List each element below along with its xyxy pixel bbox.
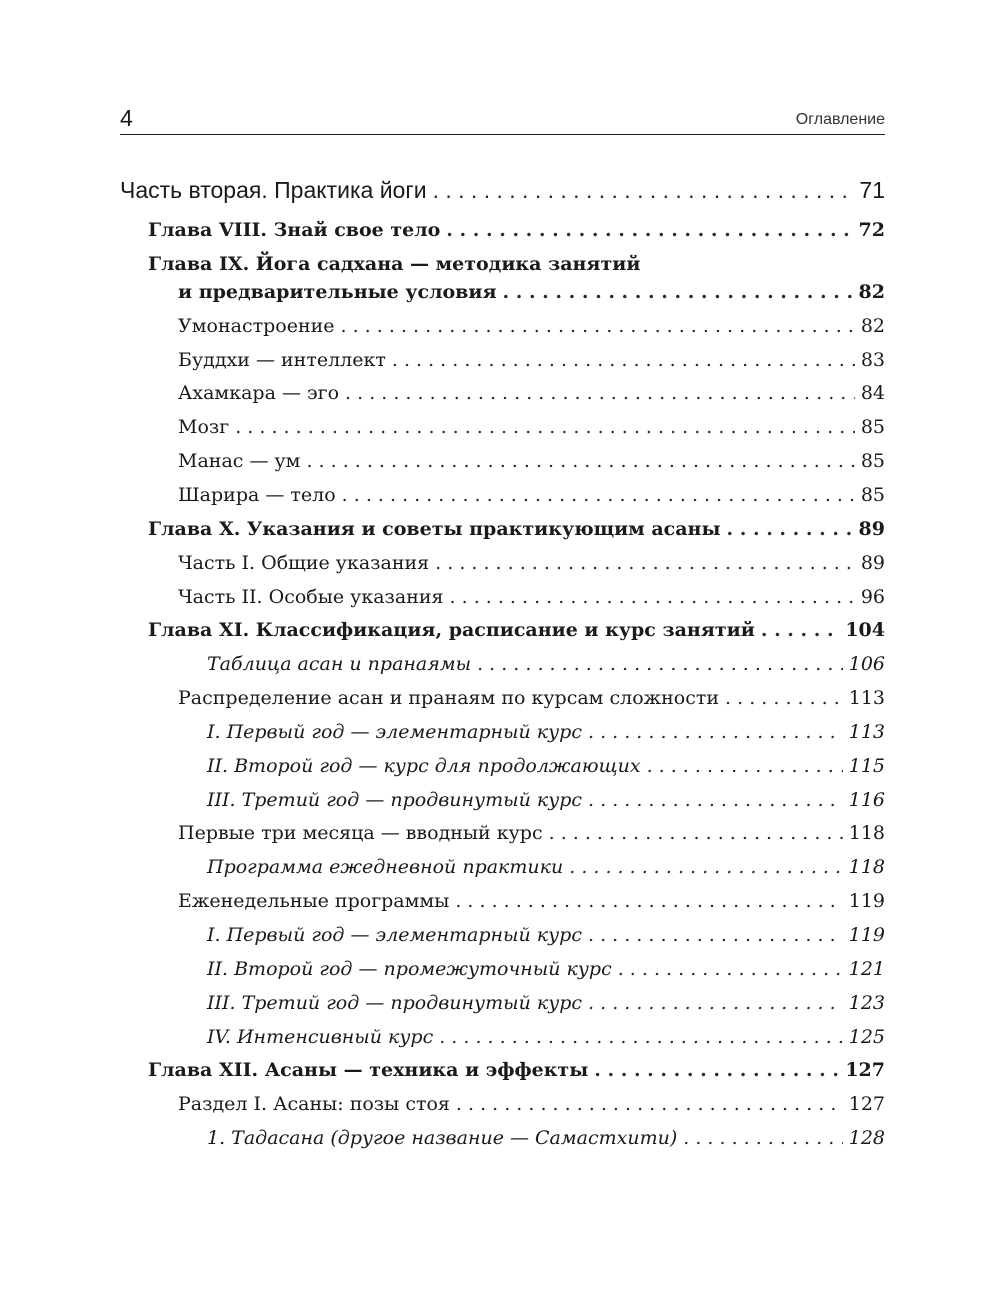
toc-entry-page: 121 (848, 958, 885, 980)
toc-entry-title: Часть вторая. Практика йоги (120, 177, 427, 203)
toc-entry-title: II. Второй год — курс для продолжающих (207, 755, 641, 777)
dot-leader (446, 218, 852, 242)
dot-leader (502, 280, 852, 304)
toc-entry[interactable] (207, 1025, 885, 1049)
toc-entry-page: 128 (848, 1127, 885, 1149)
toc-entry[interactable] (178, 449, 885, 473)
dot-leader (456, 1092, 843, 1116)
toc-entry-title: Глава XII. Асаны — техника и эффекты (148, 1059, 589, 1081)
toc-entry-page: 71 (859, 177, 885, 203)
toc-entry-title: I. Первый год — элементарный курс (207, 924, 582, 946)
dot-leader (341, 314, 855, 338)
toc-entry-title: III. Третий год — продвинутый курс (207, 789, 583, 811)
toc-entry-title: IV. Интенсивный курс (207, 1026, 434, 1048)
toc-entry[interactable] (207, 652, 885, 676)
toc-entry[interactable] (207, 1126, 885, 1150)
dot-leader (392, 348, 855, 372)
dot-leader (477, 652, 843, 676)
toc-entry-title: Программа ежедневной практики (207, 856, 564, 878)
toc-entry-chapter-9[interactable] (178, 280, 885, 304)
toc-entry-page: 127 (848, 1093, 885, 1115)
dot-leader (450, 585, 855, 609)
toc-entry[interactable] (178, 585, 885, 609)
toc-entry-page: 83 (860, 349, 885, 371)
toc-entry-page: 119 (848, 924, 885, 946)
toc-entry-title: 1. Тадасана (другое название — Самастхити) (207, 1127, 678, 1149)
toc-entry-title: Мозг (178, 416, 230, 438)
toc-entry-page: 84 (860, 382, 885, 404)
toc-entry-title: II. Второй год — промежуточный курс (207, 958, 612, 980)
running-title: Оглавление (795, 111, 885, 128)
dot-leader (761, 618, 839, 642)
toc-entry[interactable] (207, 788, 885, 812)
toc-entry[interactable] (178, 348, 885, 372)
toc-entry-chapter-8[interactable] (148, 218, 885, 242)
toc-entry[interactable] (178, 415, 885, 439)
toc-entry-page: 96 (860, 586, 885, 608)
toc-entry-title: Часть I. Общие указания (178, 552, 430, 574)
toc-entry-page: 72 (858, 219, 885, 241)
toc-entry-title: Ахамкара — эго (178, 382, 340, 404)
toc-entry-chapter-11[interactable] (148, 618, 885, 642)
toc-entry-title: III. Третий год — продвинутый курс (207, 992, 583, 1014)
dot-leader (588, 991, 843, 1015)
dot-leader (435, 551, 855, 575)
dot-leader (647, 754, 843, 778)
toc-entry-page: 113 (848, 687, 885, 709)
dot-leader (594, 1058, 839, 1082)
dot-leader (342, 483, 855, 507)
dot-leader (618, 957, 843, 981)
dot-leader (725, 686, 843, 710)
toc-entry[interactable] (207, 720, 885, 744)
dot-leader (439, 1025, 843, 1049)
toc-entry-page: 116 (848, 789, 885, 811)
toc-entry-title: Буддхи — интеллект (178, 349, 386, 371)
toc-entry-title: Глава VIII. Знай свое тело (148, 219, 441, 241)
toc-entry-title: Часть II. Особые указания (178, 586, 444, 608)
toc-entry-page: 82 (858, 281, 885, 303)
toc-entry-title: I. Первый год — элементарный курс (207, 721, 582, 743)
dot-leader (455, 889, 842, 913)
toc-entry-page: 85 (860, 450, 885, 472)
toc-entry-title: и предварительные условия (178, 281, 497, 303)
toc-entry[interactable] (178, 686, 885, 710)
toc-entry[interactable] (207, 855, 885, 879)
toc-entry-title: Шарира — тело (178, 484, 336, 506)
page-number: 4 (120, 105, 133, 131)
toc-entry[interactable] (178, 314, 885, 338)
toc-entry[interactable] (207, 991, 885, 1015)
toc-entry[interactable] (178, 821, 885, 845)
toc-entry[interactable] (207, 754, 885, 778)
toc-entry-page: 113 (848, 721, 885, 743)
toc-entry-title: Таблица асан и пранаямы (207, 653, 472, 675)
toc-entry-title: Первые три месяца — вводный курс (178, 822, 543, 844)
toc-entry-page: 118 (848, 822, 885, 844)
toc-entry-title: Еженедельные программы (178, 890, 450, 912)
toc-entry-title: Распределение асан и пранаям по курсам сложности (178, 687, 720, 709)
toc-entry[interactable] (178, 889, 885, 913)
toc-entry[interactable] (178, 1092, 885, 1116)
toc-entry-page: 85 (860, 416, 885, 438)
dot-leader (235, 415, 855, 439)
dot-leader (306, 449, 854, 473)
toc-entry[interactable] (207, 957, 885, 981)
dot-leader (569, 855, 843, 879)
toc-entry[interactable] (178, 381, 885, 405)
toc-entry-page: 104 (845, 619, 885, 641)
dot-leader (433, 176, 854, 204)
dot-leader (345, 381, 855, 405)
toc-entry[interactable] (207, 923, 885, 947)
dot-leader (549, 821, 843, 845)
toc-entry-page: 82 (860, 315, 885, 337)
toc-entry-title: Глава X. Указания и советы практикующим асаны (148, 518, 721, 540)
toc-entry[interactable] (178, 551, 885, 575)
toc-entry-page: 118 (848, 856, 885, 878)
toc-entry-title: Раздел I. Асаны: позы стоя (178, 1093, 450, 1115)
toc-entry-page: 85 (860, 484, 885, 506)
toc-entry-page: 89 (860, 552, 885, 574)
toc-entry-title: Манас — ум (178, 450, 301, 472)
toc-entry-part-two[interactable] (120, 176, 885, 204)
toc-entry-page: 89 (858, 518, 885, 540)
toc-entry-title: Глава XI. Классификация, расписание и курс занятий (148, 619, 755, 641)
dot-leader (727, 517, 853, 541)
toc-entry-page: 127 (845, 1059, 885, 1081)
toc-entry-page: 115 (848, 755, 885, 777)
toc-entry-page: 119 (848, 890, 885, 912)
toc-entry-chapter-10[interactable] (148, 517, 885, 541)
dot-leader (588, 788, 843, 812)
toc-entry-page: 106 (848, 653, 885, 675)
toc-entry[interactable] (178, 483, 885, 507)
toc-entry-chapter-9-line1: Глава IX. Йога садхана — методика занятий (148, 253, 641, 275)
toc-entry-chapter-12[interactable] (148, 1058, 885, 1082)
toc-entry-page: 123 (848, 992, 885, 1014)
toc-entry-title: Умонастроение (178, 315, 335, 337)
toc-entry-page: 125 (848, 1026, 885, 1048)
dot-leader (588, 720, 843, 744)
dot-leader (683, 1126, 842, 1150)
dot-leader (588, 923, 843, 947)
